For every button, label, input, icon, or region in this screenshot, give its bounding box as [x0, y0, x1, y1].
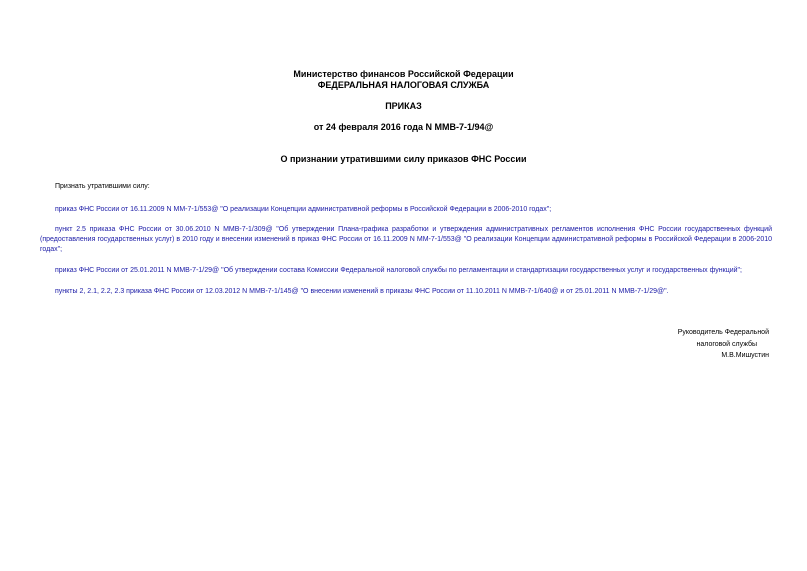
- repealed-item-2[interactable]: [40, 225, 772, 255]
- signature-name: М.В.Мишустин: [721, 352, 769, 359]
- repealed-item-3[interactable]: [40, 266, 772, 276]
- service-title: ФЕДЕРАЛЬНАЯ НАЛОГОВАЯ СЛУЖБА: [317, 80, 490, 90]
- repealed-item-4[interactable]: [40, 287, 772, 297]
- document-date-number: от 24 февраля 2016 года N ММВ-7-1/94@: [313, 122, 494, 132]
- repealed-item-1[interactable]: [40, 205, 772, 215]
- signature-position-line2: налоговой службы: [696, 341, 757, 348]
- document-subject: О признании утратившими силу приказов ФНС России: [280, 154, 527, 164]
- repealed-item-link[interactable]: приказ ФНС России от 16.11.2009 N ММ-7-1/553@ "О реализации Концепции административной реформы в Российской Федерации в 2006-2010 годах";: [55, 206, 552, 213]
- repealed-item-link[interactable]: пункты 2, 2.1, 2.2, 2.3 приказа ФНС России от 12.03.2012 N ММВ-7-1/145@ "О внесении изменений в приказы ФНС России от 11.10.2011 N ММВ-7-1/640@ и от 25.01.2011 N ММВ-7-1/29@".: [55, 288, 669, 295]
- signature-position-line1: Руководитель Федеральной: [677, 329, 769, 336]
- repealed-item-link[interactable]: приказ ФНС России от 25.01.2011 N ММВ-7-1/29@ "Об утверждении состава Комиссии Федеральной налоговой службы по регламентации и стандартизации государственных услуг и государственных функций";: [55, 267, 742, 274]
- document-type: ПРИКАЗ: [385, 101, 422, 111]
- intro-paragraph: Признать утратившими силу:: [55, 183, 150, 190]
- repealed-item-link[interactable]: пункт 2.5 приказа ФНС России от 30.06.2010 N ММВ-7-1/309@ "Об утверждении Плана-графика разработки и утверждения административных регламентов исполнения ФНС России государственных функций (предоставления государственных услуг) в 2010 году и внесении изменений в приказ ФНС России от 16.11.2009 N ММ-7-1/553@ "О реализации Концепции административной реформы в Российской Федерации в 2006-2010 годах";: [40, 226, 772, 253]
- ministry-title: Министерство финансов Российской Федерации: [293, 69, 514, 79]
